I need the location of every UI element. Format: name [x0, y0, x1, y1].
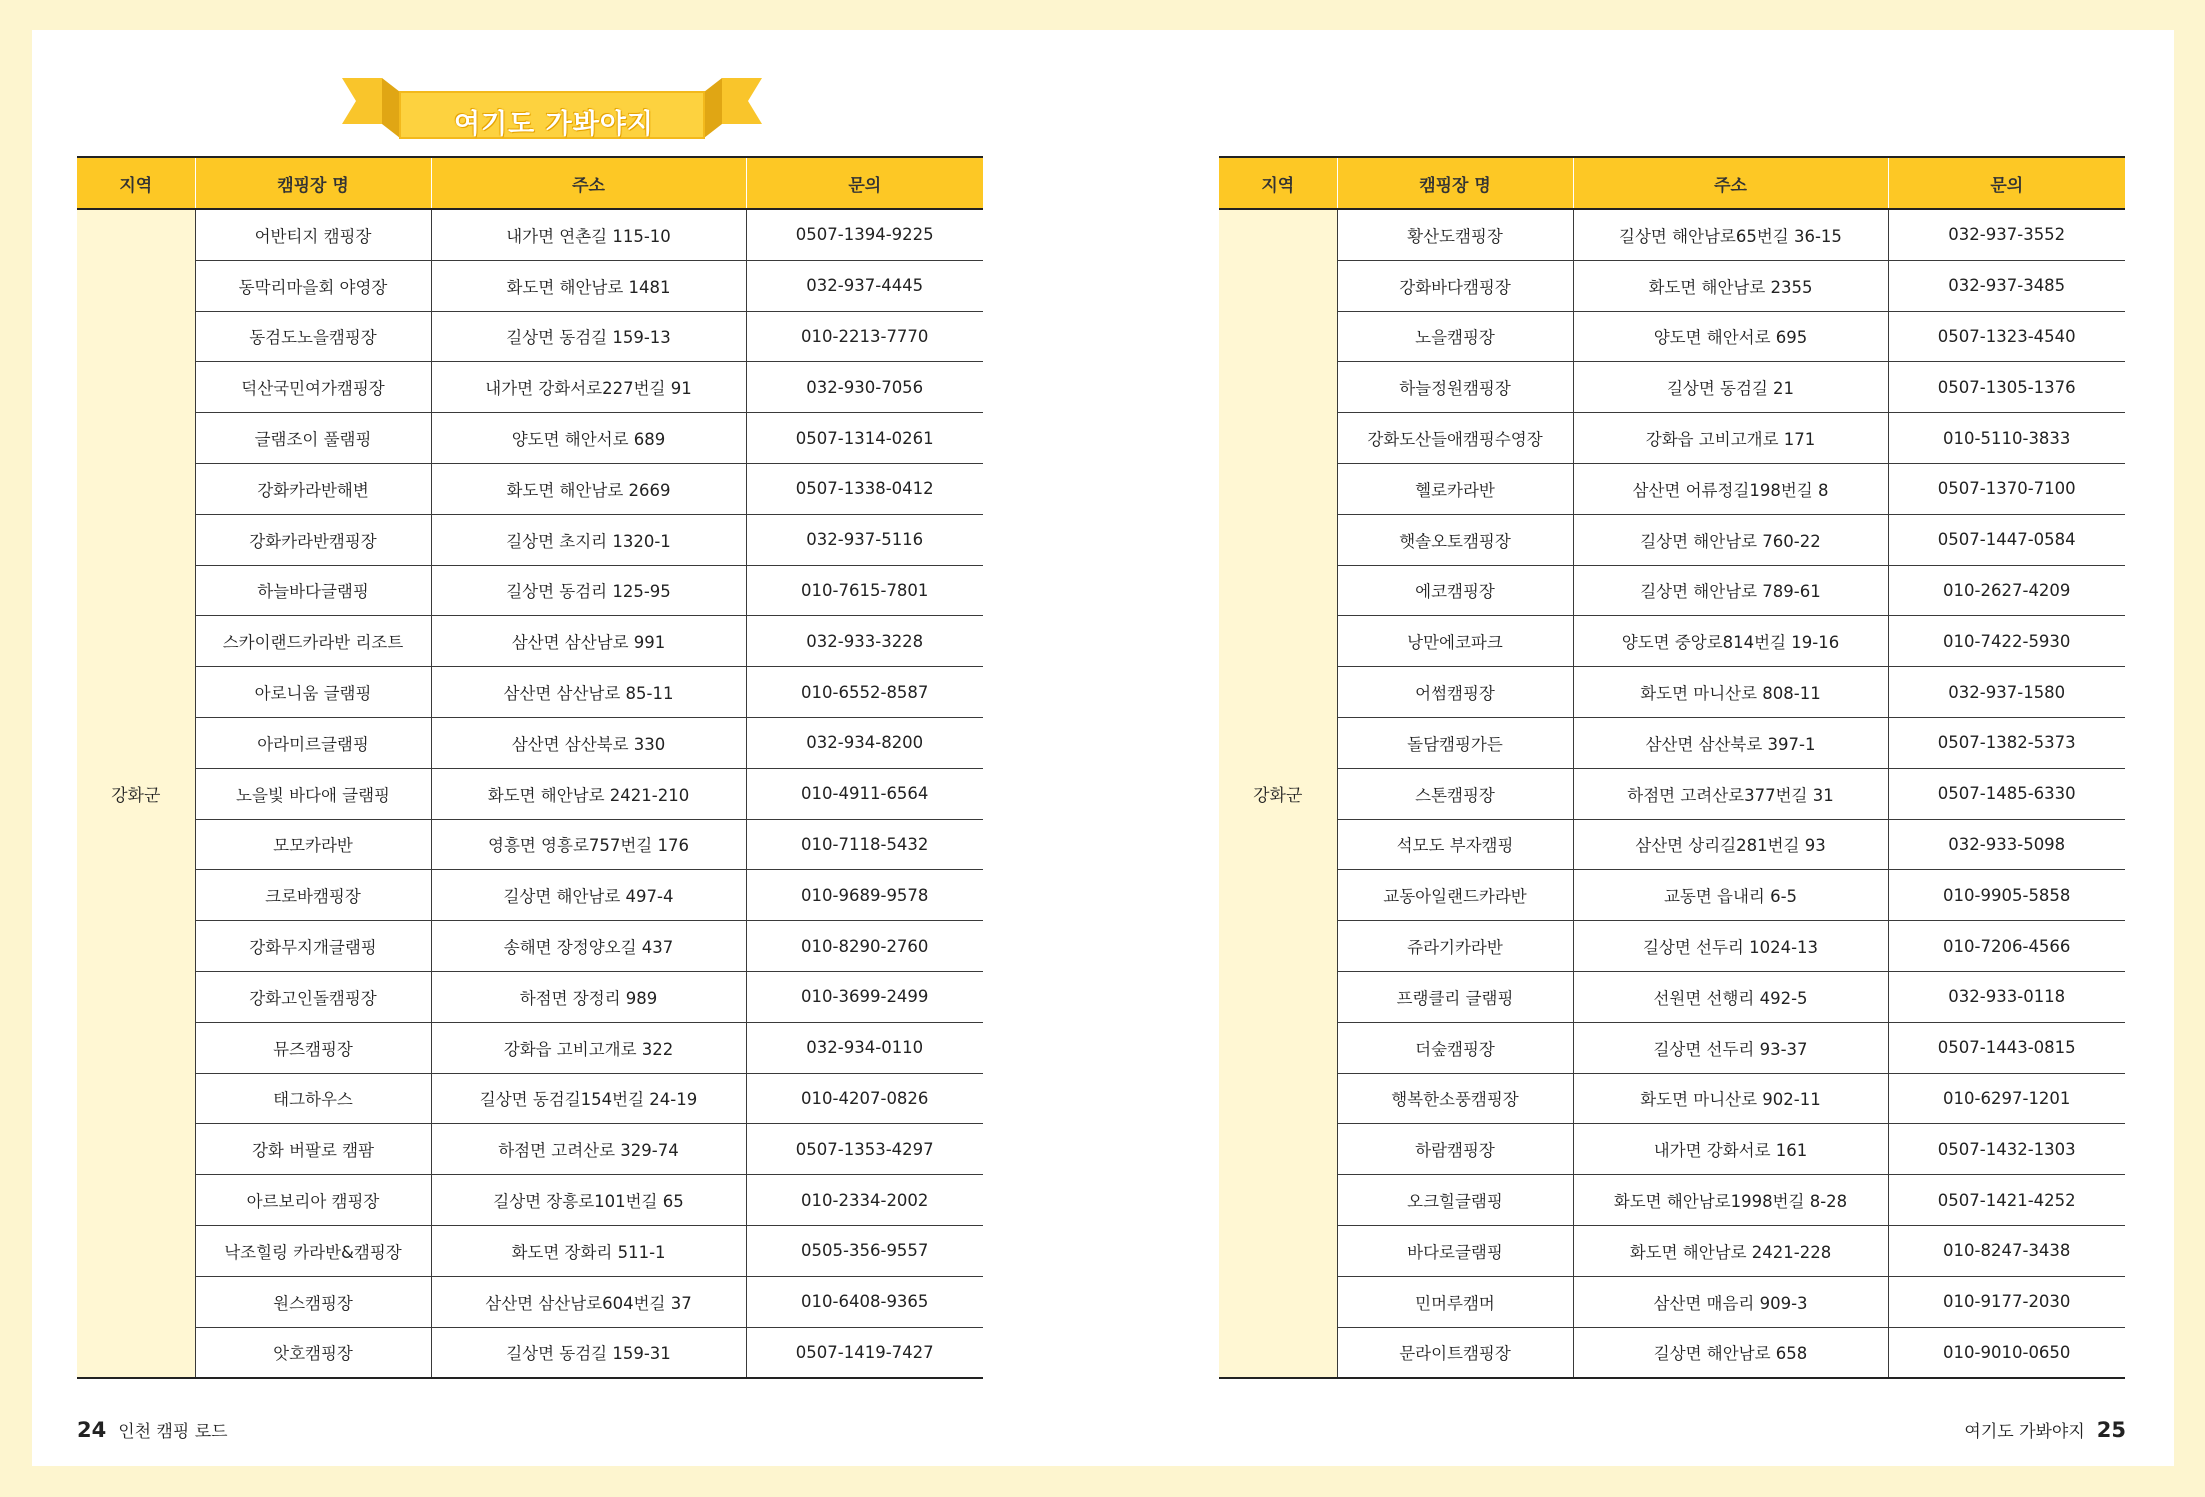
address-cell: 길상면 선두리 1024-13 — [1573, 921, 1888, 972]
phone-cell: 0507-1443-0815 — [1888, 1022, 2125, 1073]
campsite-name-cell: 쥬라기카라반 — [1337, 921, 1573, 972]
address-cell: 길상면 장흥로101번길 65 — [431, 1175, 746, 1226]
address-cell: 길상면 동검길154번길 24-19 — [431, 1073, 746, 1124]
address-cell: 길상면 동검길 159-13 — [431, 311, 746, 362]
table-row — [77, 667, 983, 718]
campsite-name-cell: 낭만에코파크 — [1337, 616, 1573, 667]
phone-cell: 032-933-0118 — [1888, 971, 2125, 1022]
phone-cell: 032-937-1580 — [1888, 667, 2125, 718]
address-cell: 영흥면 영흥로757번길 176 — [431, 819, 746, 870]
campsite-name-cell: 황산도캠핑장 — [1337, 209, 1573, 260]
address-cell: 삼산면 삼산남로604번길 37 — [431, 1276, 746, 1327]
campsite-name-cell: 강화카라반해변 — [195, 463, 431, 514]
phone-cell: 0507-1382-5373 — [1888, 717, 2125, 768]
page-number-right: 25 — [2096, 1418, 2126, 1442]
address-cell: 길상면 동검리 125-95 — [431, 565, 746, 616]
campsite-name-cell: 에코캠핑장 — [1337, 565, 1573, 616]
campsite-name-cell: 덕산국민여가캠핑장 — [195, 362, 431, 413]
campsite-name-cell: 강화바다캠핑장 — [1337, 260, 1573, 311]
campsite-name-cell: 하늘정원캠핑장 — [1337, 362, 1573, 413]
campsite-name-cell: 강화무지개글램핑 — [195, 921, 431, 972]
table-row — [77, 514, 983, 565]
address-cell: 교동면 읍내리 6-5 — [1573, 870, 1888, 921]
campsite-table-right — [1219, 156, 2125, 1379]
address-cell: 선원면 선행리 492-5 — [1573, 971, 1888, 1022]
address-cell: 화도면 해안남로 2421-210 — [431, 768, 746, 819]
table-row — [77, 260, 983, 311]
table-header-row — [77, 157, 983, 209]
campsite-name-cell: 스톤캠핑장 — [1337, 768, 1573, 819]
address-cell: 길상면 해안남로 789-61 — [1573, 565, 1888, 616]
phone-cell: 010-9010-0650 — [1888, 1327, 2125, 1378]
campsite-name-cell: 크로바캠핑장 — [195, 870, 431, 921]
campsite-name-cell: 교동아일랜드카라반 — [1337, 870, 1573, 921]
table-row — [1219, 1124, 2125, 1175]
phone-cell: 010-4911-6564 — [746, 768, 983, 819]
campsite-name-cell: 어썸캠핑장 — [1337, 667, 1573, 718]
address-cell: 화도면 마니산로 808-11 — [1573, 667, 1888, 718]
campsite-name-cell: 아라미르글램핑 — [195, 717, 431, 768]
address-cell: 화도면 해안남로 2669 — [431, 463, 746, 514]
campsite-name-cell: 원스캠핑장 — [195, 1276, 431, 1327]
campsite-name-cell: 강화도산들애캠핑수영장 — [1337, 413, 1573, 464]
phone-cell: 010-9905-5858 — [1888, 870, 2125, 921]
table-row — [1219, 1175, 2125, 1226]
campsite-name-cell: 오크힐글램핑 — [1337, 1175, 1573, 1226]
footer-left — [77, 1417, 228, 1442]
address-cell: 삼산면 매음리 909-3 — [1573, 1276, 1888, 1327]
address-cell: 화도면 해안남로 2421-228 — [1573, 1225, 1888, 1276]
header-address: 주소 — [1573, 157, 1888, 209]
footer-right — [1964, 1417, 2126, 1442]
campsite-name-cell: 돌담캠핑가든 — [1337, 717, 1573, 768]
phone-cell: 010-8290-2760 — [746, 921, 983, 972]
campsite-name-cell: 햇솔오토캠핑장 — [1337, 514, 1573, 565]
phone-cell: 032-934-8200 — [746, 717, 983, 768]
title-banner — [342, 58, 762, 150]
phone-cell: 010-9177-2030 — [1888, 1276, 2125, 1327]
phone-cell: 010-7118-5432 — [746, 819, 983, 870]
phone-cell: 010-2627-4209 — [1888, 565, 2125, 616]
address-cell: 양도면 해안서로 695 — [1573, 311, 1888, 362]
table-row — [1219, 260, 2125, 311]
table-row — [1219, 1327, 2125, 1378]
banner-title: 여기도 가봐야지 — [454, 109, 654, 140]
table-row — [1219, 616, 2125, 667]
phone-cell: 0507-1419-7427 — [746, 1327, 983, 1378]
table-row — [1219, 1276, 2125, 1327]
table-row — [77, 1124, 983, 1175]
region-cell: 강화군 — [1219, 209, 1337, 1378]
address-cell: 삼산면 삼산남로 85-11 — [431, 667, 746, 718]
table-row — [77, 1225, 983, 1276]
campsite-name-cell: 어반티지 캠핑장 — [195, 209, 431, 260]
phone-cell: 010-2334-2002 — [746, 1175, 983, 1226]
table-row — [77, 1073, 983, 1124]
address-cell: 삼산면 삼산북로 397-1 — [1573, 717, 1888, 768]
table-row — [77, 1022, 983, 1073]
table-row — [1219, 463, 2125, 514]
phone-cell: 032-933-5098 — [1888, 819, 2125, 870]
table-row — [1219, 311, 2125, 362]
header-phone: 문의 — [1888, 157, 2125, 209]
phone-cell: 0507-1447-0584 — [1888, 514, 2125, 565]
address-cell: 화도면 해안남로1998번길 8-28 — [1573, 1175, 1888, 1226]
campsite-name-cell: 하람캠핑장 — [1337, 1124, 1573, 1175]
table-row — [77, 1327, 983, 1378]
phone-cell: 0507-1394-9225 — [746, 209, 983, 260]
address-cell: 하점면 장정리 989 — [431, 971, 746, 1022]
address-cell: 삼산면 삼산북로 330 — [431, 717, 746, 768]
address-cell: 삼산면 삼산남로 991 — [431, 616, 746, 667]
page — [32, 30, 2174, 1466]
table-row — [1219, 870, 2125, 921]
phone-cell: 010-7615-7801 — [746, 565, 983, 616]
table-row — [77, 1276, 983, 1327]
campsite-name-cell: 프랭클리 글램핑 — [1337, 971, 1573, 1022]
campsite-name-cell: 동검도노을캠핑장 — [195, 311, 431, 362]
table-row — [77, 971, 983, 1022]
phone-cell: 010-7422-5930 — [1888, 616, 2125, 667]
campsite-name-cell: 태그하우스 — [195, 1073, 431, 1124]
phone-cell: 032-937-3485 — [1888, 260, 2125, 311]
campsite-name-cell: 모모카라반 — [195, 819, 431, 870]
header-region: 지역 — [1219, 157, 1337, 209]
table-row — [1219, 565, 2125, 616]
table-body — [77, 209, 983, 1378]
address-cell: 강화읍 고비고개로 322 — [431, 1022, 746, 1073]
address-cell: 양도면 중앙로814번길 19-16 — [1573, 616, 1888, 667]
phone-cell: 010-6297-1201 — [1888, 1073, 2125, 1124]
phone-cell: 0507-1485-6330 — [1888, 768, 2125, 819]
table-row — [77, 362, 983, 413]
table-row — [77, 819, 983, 870]
table-row — [77, 870, 983, 921]
campsite-name-cell: 민머루캠머 — [1337, 1276, 1573, 1327]
phone-cell: 010-8247-3438 — [1888, 1225, 2125, 1276]
table-row — [1219, 362, 2125, 413]
table-row — [1219, 413, 2125, 464]
address-cell: 길상면 선두리 93-37 — [1573, 1022, 1888, 1073]
phone-cell: 0507-1370-7100 — [1888, 463, 2125, 514]
phone-cell: 0505-356-9557 — [746, 1225, 983, 1276]
campsite-name-cell: 낙조힐링 카라반&캠핑장 — [195, 1225, 431, 1276]
table-row — [77, 463, 983, 514]
address-cell: 길상면 초지리 1320-1 — [431, 514, 746, 565]
campsite-table-left — [77, 156, 983, 1379]
phone-cell: 0507-1421-4252 — [1888, 1175, 2125, 1226]
campsite-name-cell: 아로니움 글램핑 — [195, 667, 431, 718]
phone-cell: 010-2213-7770 — [746, 311, 983, 362]
phone-cell: 010-3699-2499 — [746, 971, 983, 1022]
address-cell: 길상면 해안남로 760-22 — [1573, 514, 1888, 565]
table-row — [1219, 514, 2125, 565]
campsite-name-cell: 행복한소풍캠핑장 — [1337, 1073, 1573, 1124]
page-number-left: 24 — [77, 1418, 107, 1442]
campsite-name-cell: 강화카라반캠핑장 — [195, 514, 431, 565]
campsite-name-cell: 아르보리아 캠핑장 — [195, 1175, 431, 1226]
footer-section-title: 여기도 가봐야지 — [1964, 1422, 2085, 1442]
table-row — [77, 413, 983, 464]
phone-cell: 0507-1314-0261 — [746, 413, 983, 464]
table-row — [77, 565, 983, 616]
address-cell: 화도면 해안남로 1481 — [431, 260, 746, 311]
campsite-name-cell: 노을캠핑장 — [1337, 311, 1573, 362]
header-name: 캠핑장 명 — [195, 157, 431, 209]
table-row — [1219, 819, 2125, 870]
campsite-name-cell: 강화 버팔로 캠팜 — [195, 1124, 431, 1175]
address-cell: 길상면 동검길 159-31 — [431, 1327, 746, 1378]
campsite-name-cell: 헬로카라반 — [1337, 463, 1573, 514]
table-row — [77, 717, 983, 768]
phone-cell: 0507-1353-4297 — [746, 1124, 983, 1175]
phone-cell: 0507-1323-4540 — [1888, 311, 2125, 362]
campsite-name-cell: 뮤즈캠핑장 — [195, 1022, 431, 1073]
address-cell: 내가면 연촌길 115-10 — [431, 209, 746, 260]
table-header-row — [1219, 157, 2125, 209]
header-phone: 문의 — [746, 157, 983, 209]
table-row — [1219, 667, 2125, 718]
address-cell: 길상면 동검길 21 — [1573, 362, 1888, 413]
campsite-name-cell: 하늘바다글램핑 — [195, 565, 431, 616]
phone-cell: 0507-1305-1376 — [1888, 362, 2125, 413]
header-name: 캠핑장 명 — [1337, 157, 1573, 209]
table-row — [1219, 209, 2125, 260]
region-cell: 강화군 — [77, 209, 195, 1378]
header-address: 주소 — [431, 157, 746, 209]
campsite-name-cell: 더숲캠핑장 — [1337, 1022, 1573, 1073]
table-row — [1219, 768, 2125, 819]
campsite-name-cell: 바다로글램핑 — [1337, 1225, 1573, 1276]
phone-cell: 032-930-7056 — [746, 362, 983, 413]
table-row — [77, 311, 983, 362]
address-cell: 하점면 고려산로377번길 31 — [1573, 768, 1888, 819]
address-cell: 화도면 장화리 511-1 — [431, 1225, 746, 1276]
address-cell: 삼산면 어류정길198번길 8 — [1573, 463, 1888, 514]
table-row — [1219, 1022, 2125, 1073]
address-cell: 강화읍 고비고개로 171 — [1573, 413, 1888, 464]
table-row — [77, 209, 983, 260]
address-cell: 내가면 강화서로227번길 91 — [431, 362, 746, 413]
table-row — [77, 768, 983, 819]
address-cell: 하점면 고려산로 329-74 — [431, 1124, 746, 1175]
address-cell: 길상면 해안남로 658 — [1573, 1327, 1888, 1378]
phone-cell: 032-937-5116 — [746, 514, 983, 565]
table-row — [1219, 1225, 2125, 1276]
address-cell: 화도면 해안남로 2355 — [1573, 260, 1888, 311]
address-cell: 길상면 해안남로65번길 36-15 — [1573, 209, 1888, 260]
phone-cell: 032-937-4445 — [746, 260, 983, 311]
phone-cell: 032-934-0110 — [746, 1022, 983, 1073]
table-row — [77, 616, 983, 667]
address-cell: 화도면 마니산로 902-11 — [1573, 1073, 1888, 1124]
campsite-name-cell: 동막리마을회 야영장 — [195, 260, 431, 311]
address-cell: 내가면 강화서로 161 — [1573, 1124, 1888, 1175]
campsite-name-cell: 글램조이 풀램핑 — [195, 413, 431, 464]
campsite-name-cell: 강화고인돌캠핑장 — [195, 971, 431, 1022]
phone-cell: 010-6408-9365 — [746, 1276, 983, 1327]
phone-cell: 010-6552-8587 — [746, 667, 983, 718]
campsite-name-cell: 스카이랜드카라반 리조트 — [195, 616, 431, 667]
table-row — [1219, 717, 2125, 768]
phone-cell: 010-5110-3833 — [1888, 413, 2125, 464]
address-cell: 송해면 장정양오길 437 — [431, 921, 746, 972]
address-cell: 길상면 해안남로 497-4 — [431, 870, 746, 921]
campsite-name-cell: 석모도 부자캠핑 — [1337, 819, 1573, 870]
table-row — [1219, 921, 2125, 972]
phone-cell: 032-937-3552 — [1888, 209, 2125, 260]
footer-book-title: 인천 캠핑 로드 — [118, 1422, 228, 1442]
header-region: 지역 — [77, 157, 195, 209]
table-row — [1219, 1073, 2125, 1124]
address-cell: 삼산면 상리길281번길 93 — [1573, 819, 1888, 870]
phone-cell: 0507-1338-0412 — [746, 463, 983, 514]
campsite-name-cell: 문라이트캠핑장 — [1337, 1327, 1573, 1378]
campsite-name-cell: 노을빛 바다애 글램핑 — [195, 768, 431, 819]
phone-cell: 010-9689-9578 — [746, 870, 983, 921]
table-row — [77, 1175, 983, 1226]
table-row — [1219, 971, 2125, 1022]
phone-cell: 010-7206-4566 — [1888, 921, 2125, 972]
table-body — [1219, 209, 2125, 1378]
table-row — [77, 921, 983, 972]
phone-cell: 010-4207-0826 — [746, 1073, 983, 1124]
phone-cell: 032-933-3228 — [746, 616, 983, 667]
phone-cell: 0507-1432-1303 — [1888, 1124, 2125, 1175]
address-cell: 양도면 해안서로 689 — [431, 413, 746, 464]
campsite-name-cell: 앗호캠핑장 — [195, 1327, 431, 1378]
